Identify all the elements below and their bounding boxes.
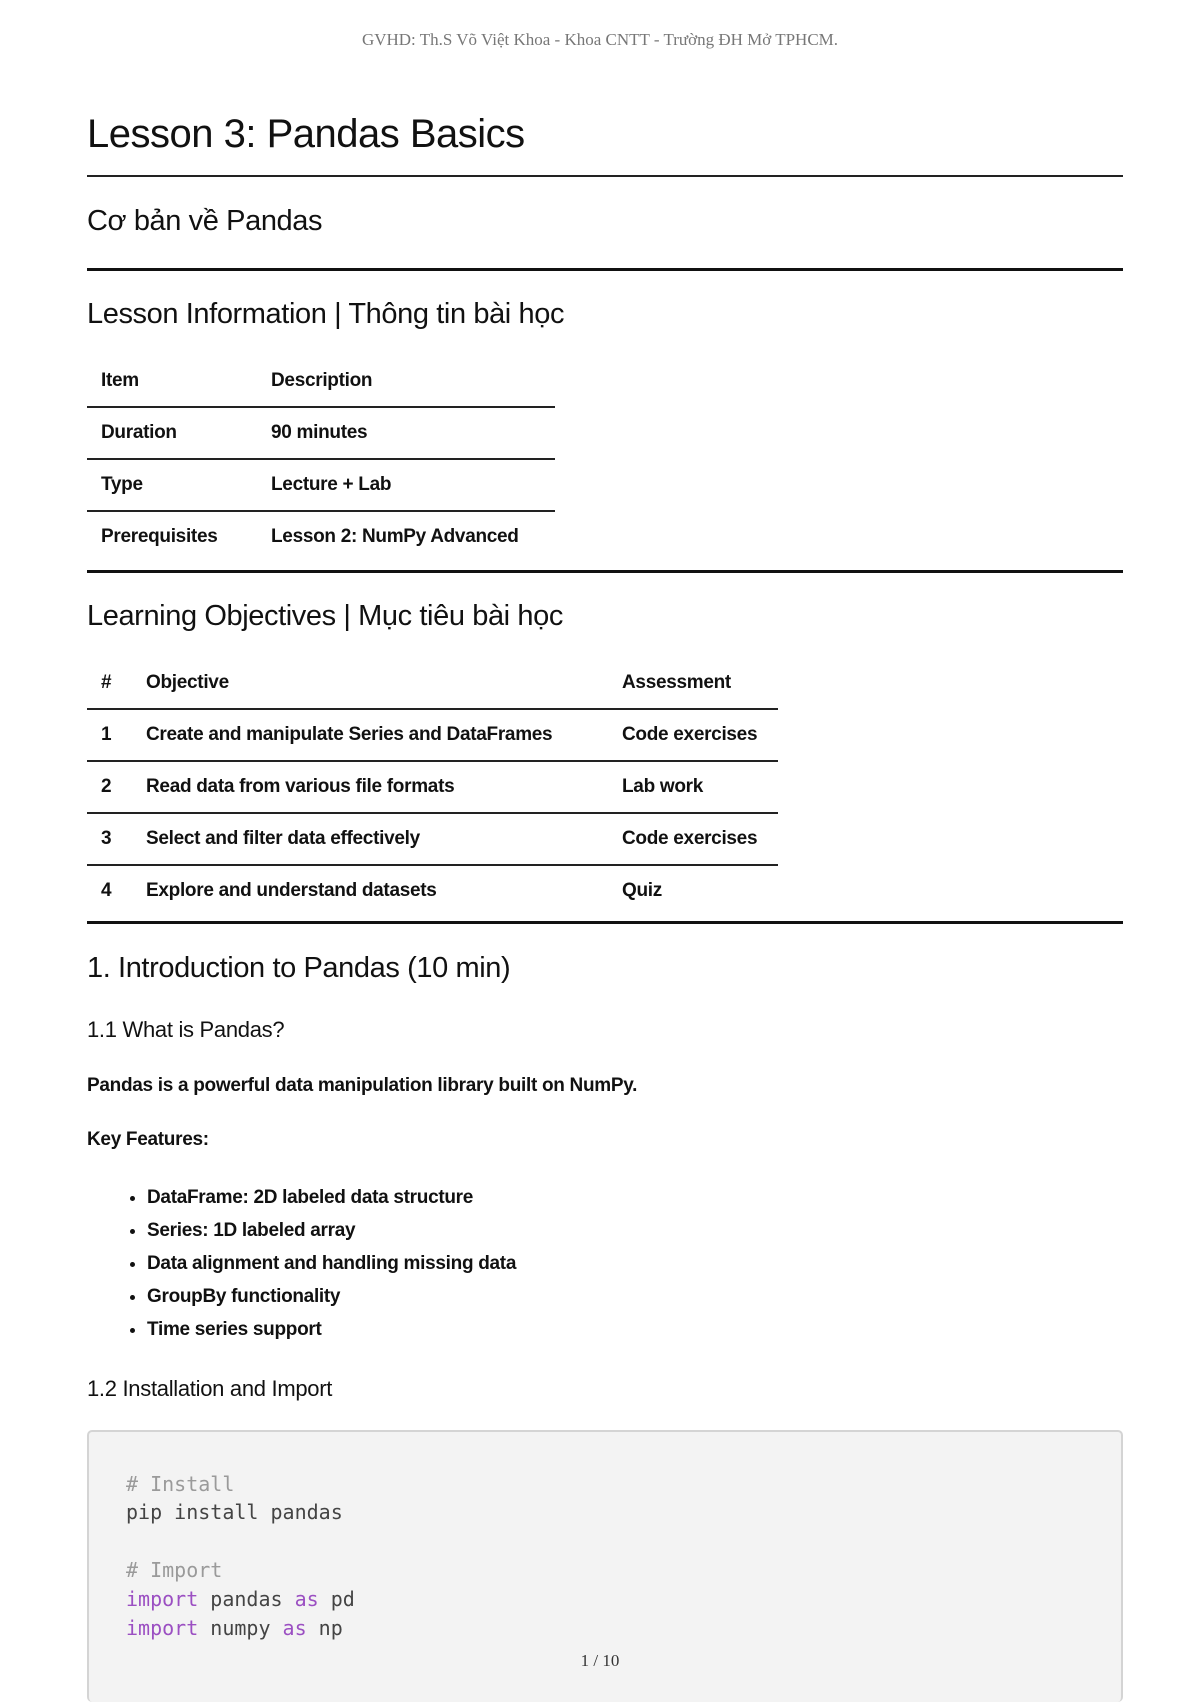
table-row (87, 511, 555, 562)
column-header: # (87, 658, 132, 709)
code-alias: np (306, 1616, 343, 1640)
code-comment: # Install (126, 1472, 235, 1496)
divider (87, 175, 1123, 177)
table-cell: Create and manipulate Series and DataFrames (132, 709, 608, 761)
code-line: pip install pandas (126, 1500, 343, 1524)
features-list (87, 1181, 516, 1346)
divider (87, 921, 1123, 924)
list-item: • DataFrame: 2D labeled data structure (147, 1181, 516, 1214)
table-cell: Lesson 2: NumPy Advanced (271, 526, 519, 547)
table-row (87, 813, 778, 865)
table-cell: Select and filter data effectively (132, 813, 608, 865)
lesson-info-heading: Lesson Information | Thông tin bài học (87, 298, 565, 330)
divider (87, 268, 1123, 271)
table-cell: Code exercises (608, 709, 778, 761)
code-alias: pd (318, 1587, 355, 1611)
column-header: Item (87, 356, 257, 407)
table-cell: Prerequisites (101, 526, 218, 547)
table-cell: Lecture + Lab (257, 459, 555, 511)
page-header: GVHD: Th.S Võ Việt Khoa - Khoa CNTT - Trường ĐH Mở TPHCM. (361, 30, 839, 49)
section-1-1-heading: 1.1 What is Pandas? (87, 1017, 285, 1042)
divider (87, 570, 1123, 573)
objectives-heading: Learning Objectives | Mục tiêu bài học (87, 600, 563, 632)
table-cell: Quiz (622, 880, 662, 901)
table-cell: 1 (87, 709, 132, 761)
column-header: Assessment (608, 658, 778, 709)
code-line (126, 1587, 355, 1611)
objectives-table (87, 658, 778, 916)
table-cell: Type (87, 459, 257, 511)
code-keyword: as (294, 1587, 319, 1611)
list-item: • GroupBy functionality (147, 1280, 516, 1313)
table-row (87, 865, 778, 916)
page-number: 1 / 10 (580, 1651, 620, 1670)
table-cell: 4 (101, 880, 112, 901)
column-header: Description (257, 356, 555, 407)
table-cell: 3 (87, 813, 132, 865)
list-item: • Data alignment and handling missing data (147, 1247, 516, 1280)
key-features-label: Key Features: (87, 1129, 209, 1150)
code-line (126, 1616, 343, 1640)
list-item: • Time series support (147, 1313, 516, 1346)
table-cell: 90 minutes (257, 407, 555, 459)
code-module: numpy (198, 1616, 283, 1640)
subtitle: Cơ bản về Pandas (87, 205, 323, 237)
code-keyword: import (126, 1616, 199, 1640)
page-title: Lesson 3: Pandas Basics (87, 112, 525, 156)
table-row (87, 459, 555, 511)
table-header-row (87, 356, 555, 407)
table-row (87, 407, 555, 459)
table-cell: Duration (87, 407, 257, 459)
code-keyword: import (126, 1587, 199, 1611)
section-1-heading: 1. Introduction to Pandas (10 min) (87, 952, 511, 984)
code-module: pandas (198, 1587, 295, 1611)
table-cell: 2 (87, 761, 132, 813)
table-cell: Explore and understand datasets (146, 880, 437, 901)
list-item: • Series: 1D labeled array (147, 1214, 516, 1247)
intro-paragraph: Pandas is a powerful data manipulation library built on NumPy. (87, 1075, 638, 1096)
table-cell: Code exercises (608, 813, 778, 865)
code-comment: # Import (126, 1558, 223, 1582)
table-cell: Read data from various file formats (132, 761, 608, 813)
table-row (87, 709, 778, 761)
table-header-row (87, 658, 778, 709)
table-row (87, 761, 778, 813)
column-header: Objective (132, 658, 608, 709)
code-keyword: as (282, 1616, 307, 1640)
table-cell: Lab work (608, 761, 778, 813)
section-1-2-heading: 1.2 Installation and Import (87, 1376, 333, 1401)
lesson-info-table (87, 356, 555, 562)
